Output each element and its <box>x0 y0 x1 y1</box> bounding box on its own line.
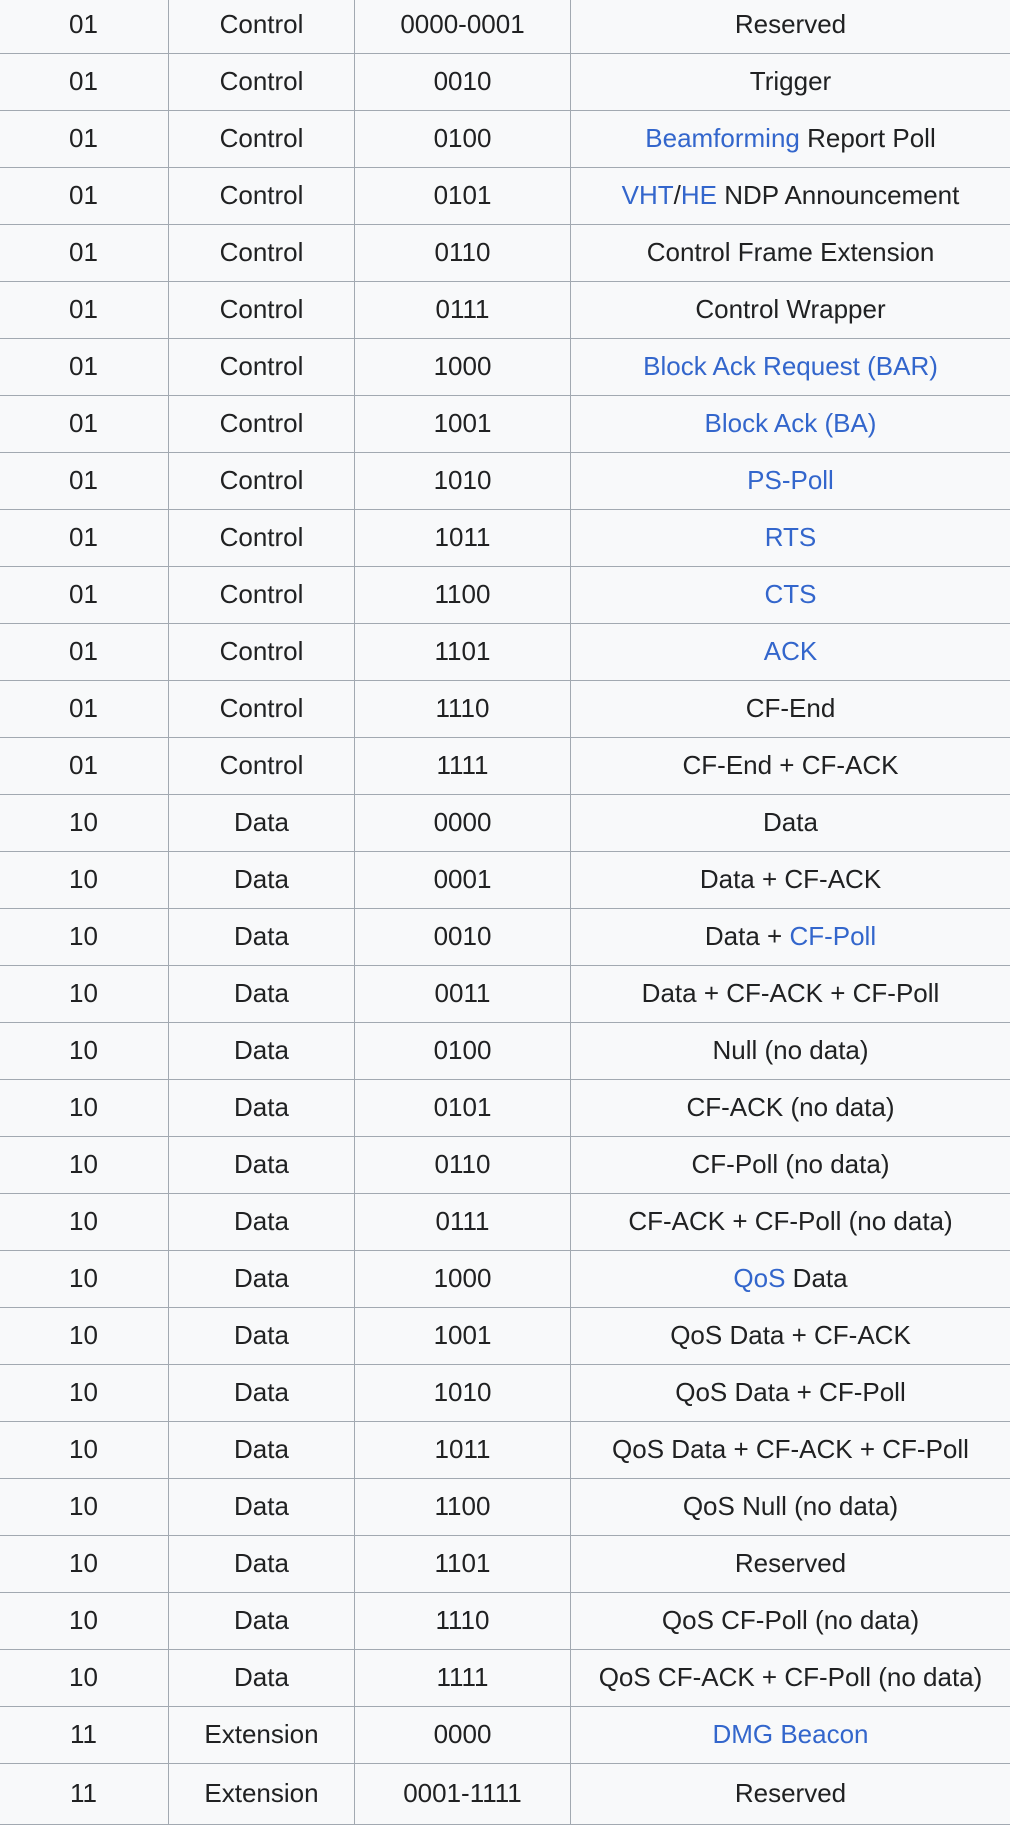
type-bits-cell: 10 <box>0 966 169 1023</box>
type-cell: Data <box>169 1479 355 1536</box>
table-row <box>0 1194 1010 1251</box>
table-row <box>0 396 1010 453</box>
description-link[interactable]: ACK <box>763 636 818 667</box>
type-cell: Control <box>169 0 355 54</box>
type-cell: Control <box>169 396 355 453</box>
type-bits-cell: 01 <box>0 510 169 567</box>
type-bits-cell: 10 <box>0 1650 169 1707</box>
description-text: Data + CF-ACK <box>699 864 882 895</box>
type-cell: Control <box>169 738 355 795</box>
table-row <box>0 0 1010 54</box>
type-cell: Control <box>169 510 355 567</box>
type-bits-cell: 10 <box>0 1308 169 1365</box>
subtype-cell: 1100 <box>355 1479 571 1536</box>
table-row <box>0 54 1010 111</box>
type-cell: Extension <box>169 1764 355 1825</box>
type-cell: Control <box>169 225 355 282</box>
subtype-cell: 1011 <box>355 1422 571 1479</box>
type-bits-cell: 11 <box>0 1764 169 1825</box>
type-bits-cell: 01 <box>0 396 169 453</box>
table-row <box>0 225 1010 282</box>
description-text: Control Frame Extension <box>646 237 935 268</box>
subtype-cell: 1100 <box>355 567 571 624</box>
subtype-cell: 0000 <box>355 1707 571 1764</box>
description-cell <box>571 339 1010 396</box>
type-bits-cell: 01 <box>0 453 169 510</box>
table-row <box>0 966 1010 1023</box>
subtype-cell: 1110 <box>355 681 571 738</box>
description-cell <box>571 1251 1010 1308</box>
type-bits-cell: 01 <box>0 282 169 339</box>
subtype-cell: 0001-1111 <box>355 1764 571 1825</box>
description-text: Data <box>763 807 818 838</box>
subtype-cell: 0010 <box>355 54 571 111</box>
type-cell: Data <box>169 1365 355 1422</box>
description-cell <box>571 1194 1010 1251</box>
type-bits-cell: 10 <box>0 1593 169 1650</box>
table-row <box>0 1422 1010 1479</box>
description-cell <box>571 1422 1010 1479</box>
type-bits-cell: 10 <box>0 1023 169 1080</box>
type-cell: Data <box>169 1137 355 1194</box>
subtype-cell: 0010 <box>355 909 571 966</box>
description-text: CF-ACK + CF-Poll (no data) <box>628 1206 953 1237</box>
description-text: Trigger <box>749 66 832 97</box>
table-row <box>0 1023 1010 1080</box>
table-row <box>0 1536 1010 1593</box>
table-row <box>0 1251 1010 1308</box>
type-bits-cell: 01 <box>0 225 169 282</box>
description-text: Control Wrapper <box>695 294 886 325</box>
type-bits-cell: 10 <box>0 1422 169 1479</box>
type-bits-cell: 01 <box>0 567 169 624</box>
subtype-cell: 0001 <box>355 852 571 909</box>
type-bits-cell: 01 <box>0 0 169 54</box>
table-row <box>0 1593 1010 1650</box>
subtype-cell: 0011 <box>355 966 571 1023</box>
type-cell: Extension <box>169 1707 355 1764</box>
description-text: QoS Null (no data) <box>682 1491 899 1522</box>
description-cell <box>571 225 1010 282</box>
description-text: NDP Announcement <box>717 180 960 211</box>
type-bits-cell: 01 <box>0 339 169 396</box>
table-row <box>0 453 1010 510</box>
description-cell <box>571 1764 1010 1825</box>
description-cell <box>571 0 1010 54</box>
description-cell <box>571 453 1010 510</box>
table-row <box>0 795 1010 852</box>
type-cell: Control <box>169 168 355 225</box>
type-cell: Data <box>169 1593 355 1650</box>
description-cell <box>571 111 1010 168</box>
table-row <box>0 1137 1010 1194</box>
type-cell: Control <box>169 111 355 168</box>
description-link[interactable]: RTS <box>764 522 817 553</box>
description-cell <box>571 396 1010 453</box>
subtype-cell: 0101 <box>355 1080 571 1137</box>
subtype-cell: 1011 <box>355 510 571 567</box>
description-cell <box>571 966 1010 1023</box>
table-row <box>0 567 1010 624</box>
description-cell <box>571 282 1010 339</box>
subtype-cell: 1000 <box>355 339 571 396</box>
subtype-cell: 1101 <box>355 1536 571 1593</box>
type-cell: Data <box>169 1080 355 1137</box>
type-bits-cell: 10 <box>0 1536 169 1593</box>
subtype-cell: 1000 <box>355 1251 571 1308</box>
description-text: QoS Data + CF-ACK + CF-Poll <box>612 1434 969 1465</box>
description-cell <box>571 1593 1010 1650</box>
subtype-cell: 1010 <box>355 453 571 510</box>
type-cell: Data <box>169 1251 355 1308</box>
subtype-cell: 0110 <box>355 225 571 282</box>
type-cell: Data <box>169 1194 355 1251</box>
description-text: Null (no data) <box>712 1035 869 1066</box>
type-cell: Data <box>169 909 355 966</box>
type-cell: Control <box>169 282 355 339</box>
description-cell <box>571 795 1010 852</box>
type-bits-cell: 11 <box>0 1707 169 1764</box>
type-bits-cell: 10 <box>0 1365 169 1422</box>
table-row <box>0 1707 1010 1764</box>
type-bits-cell: 10 <box>0 1080 169 1137</box>
type-bits-cell: 10 <box>0 795 169 852</box>
description-text: Data + CF-ACK + CF-Poll <box>641 978 940 1009</box>
type-bits-cell: 10 <box>0 1251 169 1308</box>
description-link[interactable]: CF-Poll <box>789 921 877 952</box>
description-text: Report Poll <box>799 123 936 154</box>
subtype-cell: 0000-0001 <box>355 0 571 54</box>
type-cell: Control <box>169 54 355 111</box>
type-cell: Control <box>169 453 355 510</box>
description-cell <box>571 168 1010 225</box>
description-text: Data + <box>704 921 790 952</box>
subtype-cell: 0110 <box>355 1137 571 1194</box>
type-bits-cell: 10 <box>0 909 169 966</box>
subtype-cell: 1110 <box>355 1593 571 1650</box>
type-bits-cell: 01 <box>0 681 169 738</box>
table-row <box>0 1764 1010 1825</box>
table-row <box>0 738 1010 795</box>
table-row <box>0 1479 1010 1536</box>
description-link[interactable]: DMG Beacon <box>712 1719 869 1750</box>
type-bits-cell: 01 <box>0 111 169 168</box>
description-text: Reserved <box>734 9 847 40</box>
subtype-cell: 0100 <box>355 1023 571 1080</box>
type-bits-cell: 10 <box>0 852 169 909</box>
description-text: QoS CF-Poll (no data) <box>661 1605 920 1636</box>
description-text: CF-Poll (no data) <box>691 1149 890 1180</box>
description-cell <box>571 1308 1010 1365</box>
subtype-cell: 1010 <box>355 1365 571 1422</box>
description-cell <box>571 852 1010 909</box>
description-cell <box>571 1707 1010 1764</box>
type-cell: Control <box>169 567 355 624</box>
type-cell: Data <box>169 1650 355 1707</box>
description-text: QoS Data + CF-Poll <box>675 1377 906 1408</box>
description-cell <box>571 1536 1010 1593</box>
type-bits-cell: 10 <box>0 1137 169 1194</box>
table-row <box>0 852 1010 909</box>
description-text: CF-ACK (no data) <box>686 1092 895 1123</box>
table-row <box>0 1080 1010 1137</box>
type-cell: Data <box>169 852 355 909</box>
description-link[interactable]: Block Ack (BA) <box>704 408 877 439</box>
description-link[interactable]: Block Ack Request (BAR) <box>643 351 938 382</box>
type-cell: Data <box>169 1536 355 1593</box>
subtype-cell: 1111 <box>355 1650 571 1707</box>
description-link[interactable]: PS-Poll <box>747 465 834 496</box>
type-cell: Data <box>169 1422 355 1479</box>
description-text: CF-End + CF-ACK <box>682 750 899 781</box>
type-cell: Control <box>169 681 355 738</box>
description-cell <box>571 510 1010 567</box>
type-bits-cell: 01 <box>0 624 169 681</box>
table-row <box>0 282 1010 339</box>
type-bits-cell: 10 <box>0 1479 169 1536</box>
subtype-cell: 0100 <box>355 111 571 168</box>
type-cell: Control <box>169 624 355 681</box>
type-bits-cell: 01 <box>0 738 169 795</box>
type-bits-cell: 10 <box>0 1194 169 1251</box>
description-link[interactable]: CTS <box>764 579 817 610</box>
type-cell: Control <box>169 339 355 396</box>
description-cell <box>571 567 1010 624</box>
subtype-cell: 0111 <box>355 1194 571 1251</box>
type-cell: Data <box>169 795 355 852</box>
description-link[interactable]: Beamforming <box>645 123 800 154</box>
description-cell <box>571 624 1010 681</box>
description-text: QoS CF-ACK + CF-Poll (no data) <box>598 1662 983 1693</box>
description-cell <box>571 54 1010 111</box>
description-cell <box>571 1650 1010 1707</box>
subtype-cell: 1101 <box>355 624 571 681</box>
table-row <box>0 168 1010 225</box>
table-row <box>0 510 1010 567</box>
table-row <box>0 111 1010 168</box>
description-link[interactable]: HE <box>680 180 717 211</box>
description-cell <box>571 738 1010 795</box>
description-cell <box>571 1365 1010 1422</box>
table-row <box>0 1308 1010 1365</box>
description-text: Data <box>785 1263 848 1294</box>
subtype-cell: 0101 <box>355 168 571 225</box>
description-text: Reserved <box>734 1548 847 1579</box>
description-text: / <box>673 180 681 211</box>
description-text: CF-End <box>745 693 836 724</box>
table-row <box>0 624 1010 681</box>
table-row <box>0 339 1010 396</box>
subtype-cell: 0000 <box>355 795 571 852</box>
description-text: Reserved <box>734 1778 847 1809</box>
table-row <box>0 681 1010 738</box>
table-row <box>0 909 1010 966</box>
description-cell <box>571 681 1010 738</box>
description-link[interactable]: QoS <box>733 1263 786 1294</box>
table-row <box>0 1365 1010 1422</box>
type-bits-cell: 01 <box>0 54 169 111</box>
subtype-cell: 0111 <box>355 282 571 339</box>
type-cell: Data <box>169 966 355 1023</box>
description-cell <box>571 1080 1010 1137</box>
description-cell <box>571 909 1010 966</box>
type-cell: Data <box>169 1023 355 1080</box>
description-cell <box>571 1479 1010 1536</box>
description-link[interactable]: VHT <box>621 180 674 211</box>
subtype-cell: 1001 <box>355 1308 571 1365</box>
type-cell: Data <box>169 1308 355 1365</box>
description-text: QoS Data + CF-ACK <box>670 1320 911 1351</box>
subtype-cell: 1001 <box>355 396 571 453</box>
type-bits-cell: 01 <box>0 168 169 225</box>
description-cell <box>571 1137 1010 1194</box>
description-cell <box>571 1023 1010 1080</box>
table-row <box>0 1650 1010 1707</box>
subtype-cell: 1111 <box>355 738 571 795</box>
